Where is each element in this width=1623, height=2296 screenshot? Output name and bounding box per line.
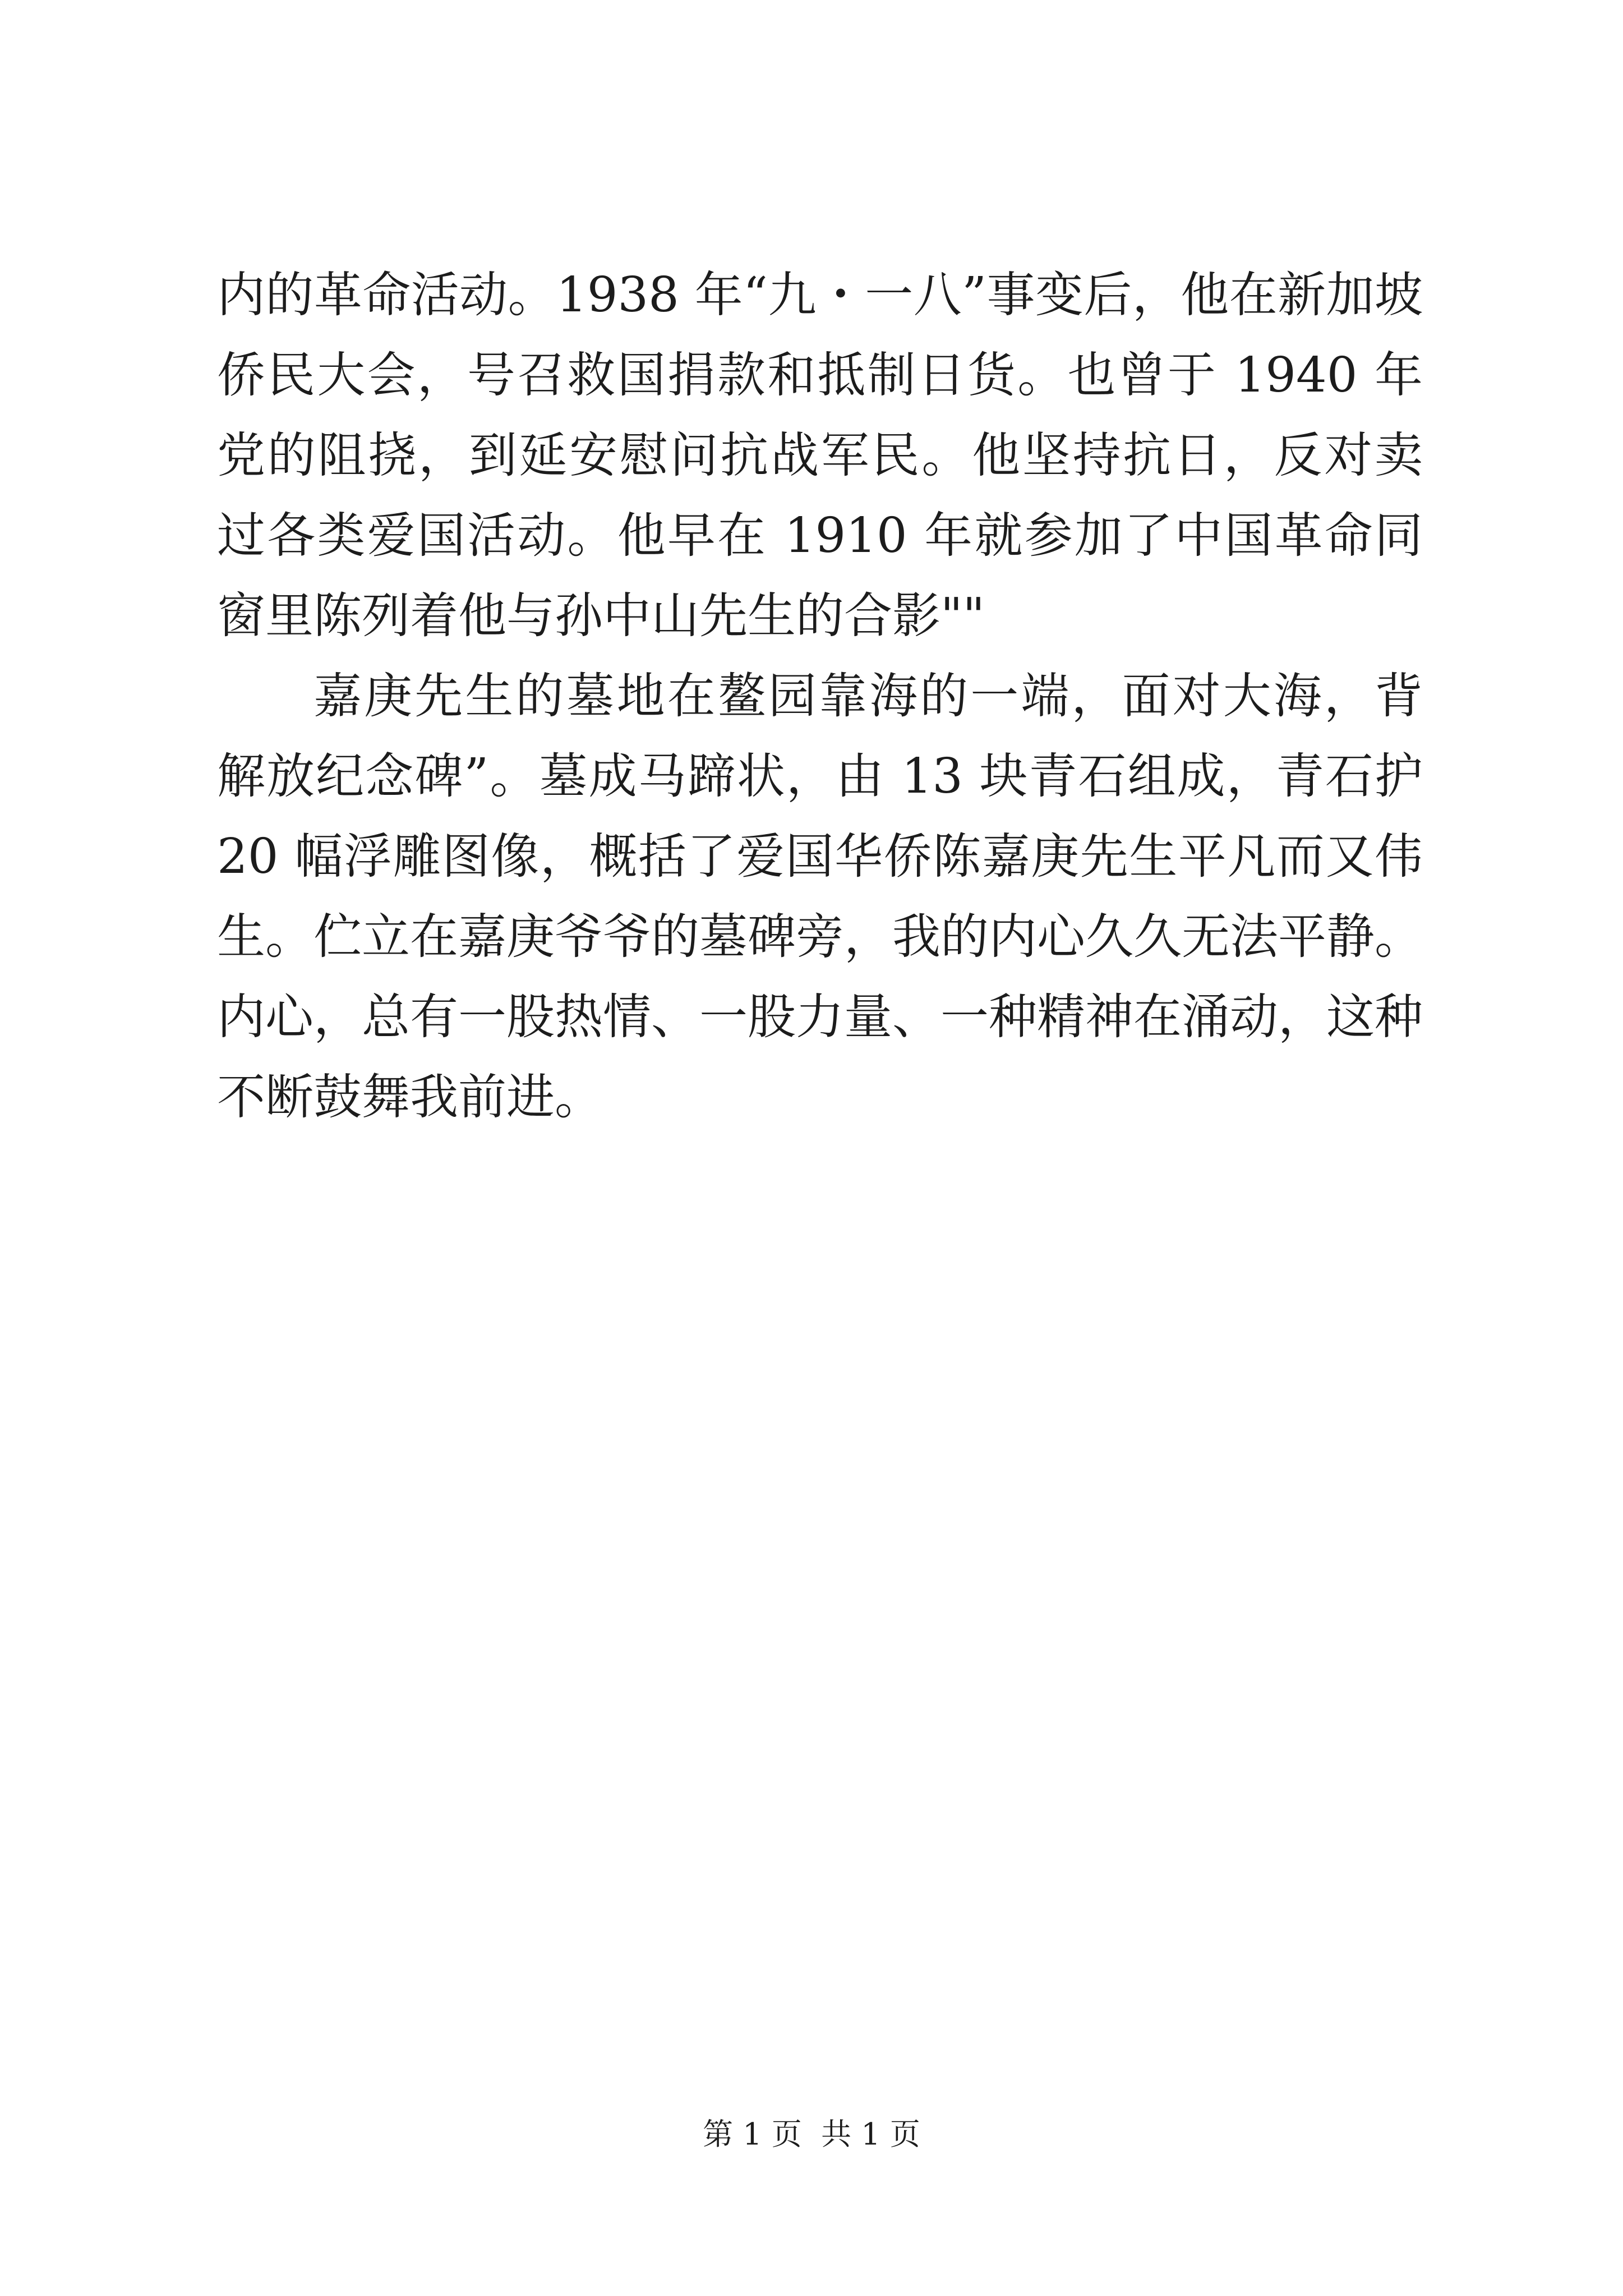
paragraph-2-line-6: 不断鼓舞我前进。 — [217, 1069, 603, 1125]
paragraph-2-line-4: 生。伫立在嘉庚爷爷的墓碑旁，我的内心久久无法平静。 — [217, 909, 1423, 965]
page-number-footer: 第 1 页 共 1 页 — [703, 2116, 920, 2152]
paragraph-2-line-3: 20 幅浮雕图像，概括了爱国华侨陈嘉庚先生平凡而又伟 — [217, 829, 1423, 885]
paragraph-1-line-1: 内的革命活动。1938 年“九・一八”事变后，他在新加坡 — [217, 267, 1423, 323]
paragraph-2-line-2: 解放纪念碑”。墓成马蹄状，由 13 块青石组成，青石护 — [217, 748, 1423, 804]
paragraph-1-line-5: 窗里陈列着他与孙中山先生的合影"" — [217, 588, 985, 644]
body-text — [217, 255, 1423, 1138]
paragraph-1-line-2: 侨民大会，号召救国捐款和抵制日货。也曾于 1940 年 — [217, 347, 1423, 403]
paragraph-2-line-1: 嘉庚先生的墓地在鳌园靠海的一端，面对大海，背 — [313, 668, 1423, 724]
paragraph-1-line-4: 过各类爱国活动。他早在 1910 年就参加了中国革命同 — [217, 508, 1423, 564]
paragraph-1-line-3: 党的阻挠，到延安慰问抗战军民。他坚持抗日，反对卖 — [217, 427, 1423, 484]
paragraph-2-line-5: 内心，总有一股热情、一股力量、一种精神在涌动，这种 — [217, 989, 1423, 1045]
